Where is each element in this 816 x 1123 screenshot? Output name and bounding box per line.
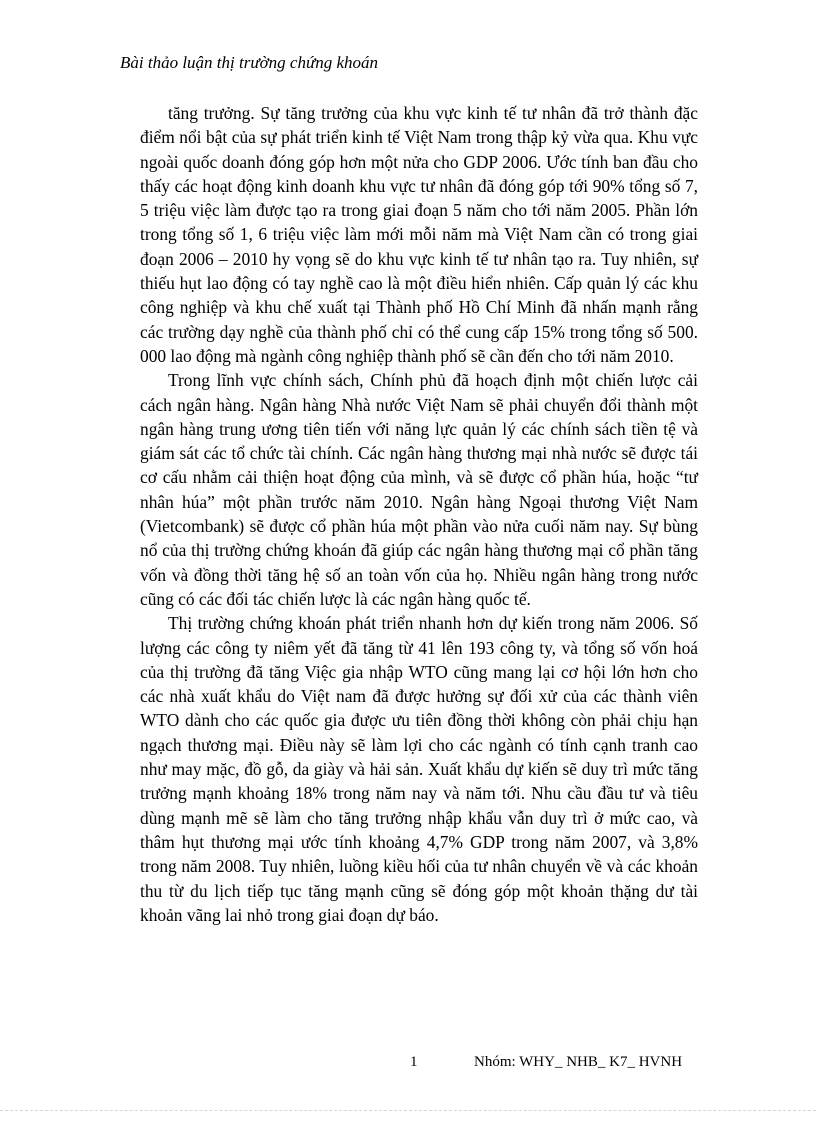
footer-group-label: Nhóm: WHY_ NHB_ K7_ HVNH [474, 1054, 683, 1070]
page-number: 1 [410, 1054, 418, 1070]
page-footer [0, 1051, 816, 1073]
paragraph-stock-market: Thị trường chứng khoán phát triển nhanh hơn dự kiến trong năm 2006. Số lượng các công ty niêm yết đã tăng từ 41 lên 193 công ty, và tổng số vốn hoá của thị trường đã tăng Việc gia nhập WTO cũng mang lại cơ hội lớn hơn cho các nhà xuất khẩu do Việt nam đã được hưởng sự đối xử của các thành viên WTO dành cho các quốc gia được ưu tiên đồng thời không còn phải chịu hạn ngạch thương mại. Điều này sẽ làm lợi cho các ngành có tính cạnh tranh cao như may mặc, đồ gỗ, da giày và hải sản. Xuất khẩu dự kiến sẽ duy trì mức tăng trưởng mạnh khoảng 18% trong năm nay và năm tới. Nhu cầu đầu tư và tiêu dùng mạnh mẽ sẽ làm cho tăng trưởng nhập khẩu vẫn duy trì ở mức cao, và thâm hụt thương mại ước tính khoảng 4,7% GDP trong năm 2007, và 3,8% trong năm 2008. Tuy nhiên, luồng kiều hối của tư nhân chuyển về và các khoản thu từ du lịch tiếp tục tăng mạnh cũng sẽ đóng góp một khoản thặng dư tài khoản vãng lai nhỏ trong giai đoạn dự báo. [140, 613, 698, 925]
page-bottom-divider [0, 1110, 816, 1111]
body-text [140, 101, 698, 927]
paragraph-banking-reform: Trong lĩnh vực chính sách, Chính phủ đã hoạch định một chiến lược cải cách ngân hàng. Ngân hàng Nhà nước Việt Nam sẽ phải chuyển đổi thành một ngân hàng trung ương tiên tiến với năng lực quản lý các chính sách tiền tệ và giám sát các tổ chức tài chính. Các ngân hàng thương mại nhà nước sẽ được tái cơ cấu nhằm cải thiện hoạt động của mình, và sẽ được cổ phần húa, hoặc “tư nhân húa” một phần trước năm 2010. Ngân hàng Ngoại thương Việt Nam (Vietcombank) sẽ được cổ phần húa một phần vào nửa cuối năm nay. Sự bùng nổ của thị trường chứng khoán đã giúp các ngân hàng thương mại cổ phần tăng vốn và đồng thời tăng hệ số an toàn vốn của họ. Nhiều ngân hàng trong nước cũng có các đối tác chiến lược là các ngân hàng quốc tế. [140, 370, 698, 609]
running-header: Bài thảo luận thị trường chứng khoán [120, 53, 379, 72]
paragraph-private-sector: tăng trưởng. Sự tăng trưởng của khu vực kinh tế tư nhân đã trở thành đặc điểm nổi bật của sự phát triển kinh tế Việt Nam trong thập kỷ vừa qua. Khu vực ngoài quốc doanh đóng góp hơn một nửa cho GDP 2006. Ước tính ban đầu cho thấy các hoạt động kinh doanh khu vực tư nhân đã đóng góp tới 90% tổng số 7, 5 triệu việc làm được tạo ra trong giai đoạn 5 năm cho tới năm 2005. Phần lớn trong tổng số 1, 6 triệu việc làm mới mỗi năm mà Việt Nam cần có trong giai đoạn 2006 – 2010 hy vọng sẽ do khu vực kinh tế tư nhân tạo ra. Tuy nhiên, sự thiếu hụt lao động có tay nghề cao là một điều hiển nhiên. Cấp quản lý các khu công nghiệp và khu chế xuất tại Thành phố Hồ Chí Minh đã nhấn mạnh rằng các trường dạy nghề của thành phố chỉ có thể cung cấp 15% trong tổng số 500. 000 lao động mà ngành công nghiệp thành phố sẽ cần đến cho tới năm 2010. [140, 103, 698, 366]
